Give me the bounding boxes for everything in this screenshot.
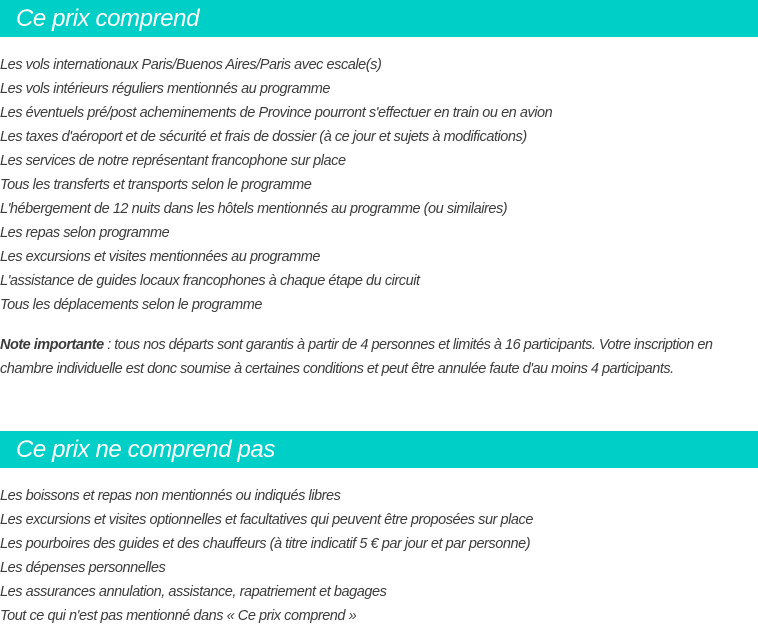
list-item: Les taxes d'aéroport et de sécurité et frais de dossier (à ce jour et sujets à modifications) [0,129,527,145]
list-item: Les vols intérieurs réguliers mentionnés au programme [0,81,330,97]
list-item: Les vols internationaux Paris/Buenos Aires/Paris avec escale(s) [0,57,382,73]
note-text: : tous nos départs sont garantis à partir de 4 personnes et limités à 16 participants. Votre inscription en chambre individuelle est donc soumise à certaines conditions et peut être annulée faute d'au moins 4 participants. [0,337,713,377]
list-item: Les services de notre représentant francophone sur place [0,153,346,169]
list-item: Les repas selon programme [0,225,170,241]
list-item: Les assurances annulation, assistance, rapatriement et bagages [0,584,387,600]
list-item: Les boissons et repas non mentionnés ou indiqués libres [0,488,341,504]
section-title-included: Ce prix comprend [0,0,758,37]
list-item: Tout ce qui n'est pas mentionné dans « Ce prix comprend » [0,608,357,624]
excluded-list [0,484,533,628]
list-item: Les pourboires des guides et des chauffeurs (à titre indicatif 5 € par jour et par personne) [0,536,531,552]
list-item: Les excursions et visites mentionnées au programme [0,249,321,265]
list-item: Tous les déplacements selon le programme [0,297,262,313]
list-item: Les excursions et visites optionnelles et facultatives qui peuvent être proposées sur place [0,512,533,528]
list-item: L'assistance de guides locaux francophones à chaque étape du circuit [0,273,420,289]
list-item: Les dépenses personnelles [0,560,166,576]
important-note [0,333,758,381]
note-label: Note importante [0,337,104,353]
section-title-excluded: Ce prix ne comprend pas [0,431,758,468]
list-item: Tous les transferts et transports selon le programme [0,177,312,193]
included-list [0,53,552,317]
list-item: Les éventuels pré/post acheminements de Province pourront s'effectuer en train ou en avion [0,105,553,121]
list-item: L'hébergement de 12 nuits dans les hôtels mentionnés au programme (ou similaires) [0,201,508,217]
